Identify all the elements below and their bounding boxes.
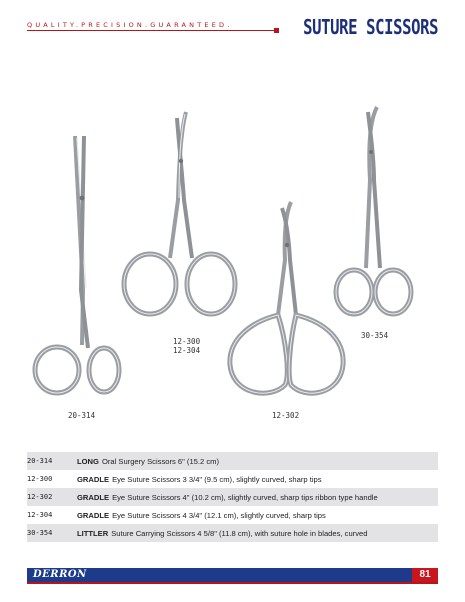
product-code: 12-304 bbox=[27, 511, 53, 519]
scissors-12-302 bbox=[230, 202, 343, 393]
tagline-rule bbox=[27, 30, 277, 31]
tagline: QUALITY.PRECISION.GUARANTEED. bbox=[27, 21, 233, 29]
page-number: 81 bbox=[412, 568, 438, 582]
product-description: Suture Carrying Scissors 4 5/8" (11.8 cm), with suture hole in blades, curved bbox=[111, 528, 368, 538]
table-row bbox=[27, 488, 438, 506]
product-code: 12-300 bbox=[27, 475, 53, 483]
product-description: Eye Suture Scissors 3 3/4" (9.5 cm), slightly curved, sharp tips bbox=[112, 474, 322, 484]
scissors-30-354 bbox=[336, 107, 411, 314]
page-title: SUTURE SCISSORS bbox=[302, 15, 438, 39]
scissors-20-314 bbox=[35, 136, 119, 393]
product-code: 30-354 bbox=[27, 529, 53, 537]
scissors-12-300 bbox=[124, 112, 235, 314]
product-brand: LITTLER bbox=[77, 528, 109, 538]
product-description: Eye Suture Scissors 4 3/4" (12.1 cm), slightly curved, sharp tips bbox=[112, 510, 326, 520]
product-brand: GRADLE bbox=[77, 510, 110, 520]
table-row bbox=[27, 506, 438, 524]
figure-label-20-314: 20-314 bbox=[68, 411, 96, 420]
brand-logo: DERRON bbox=[33, 569, 87, 580]
figure-label-12-302: 12-302 bbox=[272, 411, 300, 420]
scissors-illustration bbox=[0, 90, 465, 430]
footer-bar bbox=[27, 568, 438, 584]
product-table bbox=[27, 452, 438, 542]
tagline-rule-end bbox=[274, 28, 279, 33]
product-code: 20-314 bbox=[27, 457, 53, 465]
figure-label-30-354: 30-354 bbox=[361, 331, 389, 340]
product-brand: GRADLE bbox=[77, 492, 110, 502]
table-row bbox=[27, 470, 438, 488]
figure-label-12-300: 12-300 bbox=[173, 337, 201, 346]
figure-label-12-304: 12-304 bbox=[173, 346, 201, 355]
product-photo bbox=[0, 90, 465, 430]
product-brand: GRADLE bbox=[77, 474, 110, 484]
product-description: Oral Surgery Scissors 6" (15.2 cm) bbox=[101, 456, 219, 466]
table-row bbox=[27, 452, 438, 470]
table-row bbox=[27, 524, 438, 542]
product-description: Eye Suture Scissors 4" (10.2 cm), slightly curved, sharp tips ribbon type handle bbox=[112, 492, 378, 502]
product-brand: LONG bbox=[77, 456, 99, 466]
product-code: 12-302 bbox=[27, 493, 53, 501]
